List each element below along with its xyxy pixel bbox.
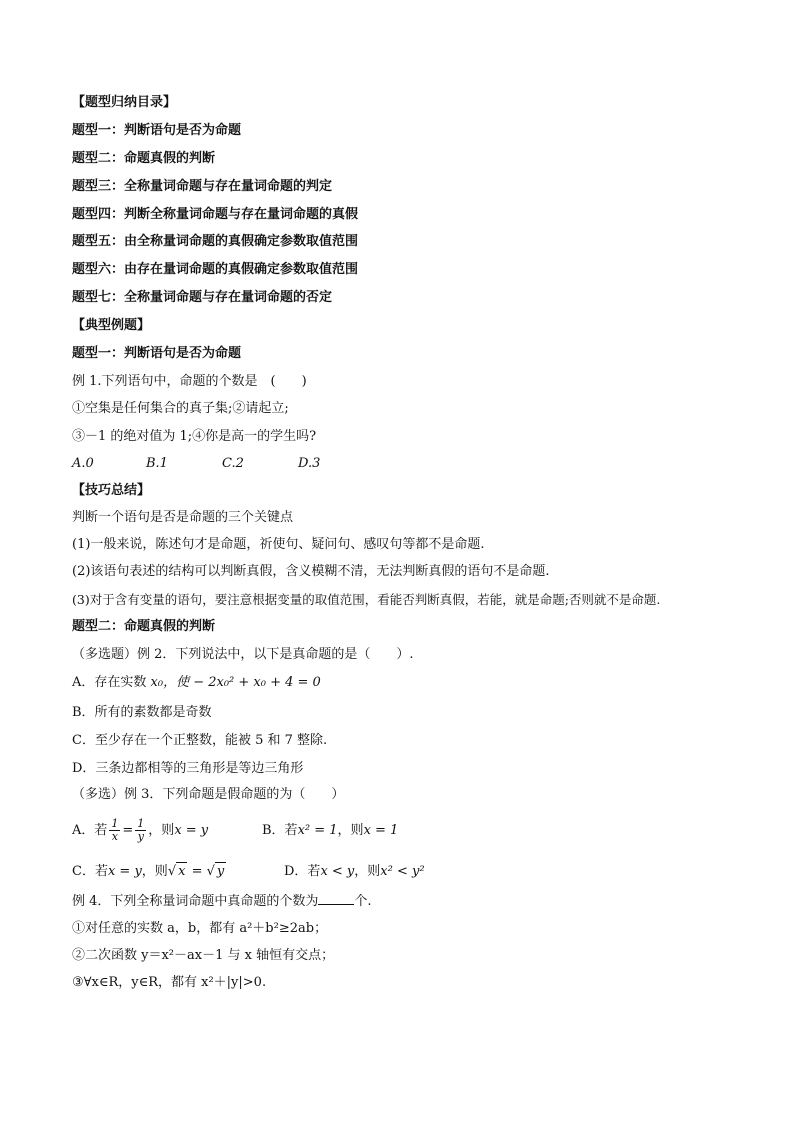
toc-item-5: 题型五：由全称量词命题的真假确定参数取值范围: [72, 234, 359, 249]
ex4-line2: ②二次函数 y＝x²－ax－1 与 x 轴恒有交点；: [72, 948, 335, 963]
ex2-stem: （多选题）例 2．下列说法中，以下是真命题的是（ ）.: [72, 647, 414, 662]
fraction-1-over-y: $\frac{1}{y}$: [137, 817, 145, 843]
ex2-option-a: [72, 674, 321, 692]
toc-item-2: 题型二：命题真假的判断: [72, 151, 216, 166]
ex1-line1: ①空集是任何集合的真子集;②请起立;: [72, 401, 289, 416]
ex1-option-d: D.3: [298, 456, 321, 471]
ex4-line1: ①对任意的实数 a，b，都有 a²＋b²≥2ab；: [72, 921, 328, 936]
fraction-1-over-x: $\frac{1}{x}$: [111, 817, 119, 843]
ex4-stem: 例 4．下列全称量词命题中真命题的个数为 个.: [72, 894, 372, 909]
examples-heading: 【典型例题】: [72, 318, 151, 333]
type1-heading: 题型一：判断语句是否为命题: [72, 346, 242, 361]
ex2-option-a-math: x₀，使 − 2x₀² + x₀ + 4 = 0: [150, 675, 321, 690]
ex3-option-b: B．若x² = 1，则x = 1: [262, 823, 399, 838]
tips-line-2: (1)一般来说，陈述句才是命题，祈使句、疑问句、感叹句等都不是命题.: [72, 537, 485, 552]
tips-line-4: (3)对于含有变量的语句，要注意根据变量的取值范围，看能否判断真假，若能，就是命题;否则就不是命题.: [72, 592, 661, 607]
tips-heading: 【技巧总结】: [72, 483, 151, 498]
ex1-option-c: C.2: [222, 456, 244, 471]
sqrt-symbol: √: [167, 864, 177, 879]
ex3-row-ab: [72, 818, 398, 843]
ex2-option-c: C．至少存在一个正整数，能被 5 和 7 整除.: [72, 733, 328, 748]
toc-item-7: 题型七：全称量词命题与存在量词命题的否定: [72, 290, 333, 305]
toc-heading: 【题型归纳目录】: [72, 95, 177, 110]
ex1-option-b: B.1: [146, 456, 168, 471]
answer-blank: [318, 892, 354, 905]
ex3-option-c: C．若x = y，则√ x = √ y: [72, 864, 225, 879]
toc-item-3: 题型三：全称量词命题与存在量词命题的判定: [72, 179, 333, 194]
toc-item-1: 题型一：判断语句是否为命题: [72, 123, 242, 138]
toc-item-4: 题型四：判断全称量词命题与存在量词命题的真假: [72, 207, 359, 222]
ex2-option-b: B．所有的素数都是奇数: [72, 705, 212, 720]
type2-heading: 题型二：命题真假的判断: [72, 619, 216, 634]
ex1-line2: ③－1 的绝对值为 1;④你是高一的学生吗?: [72, 429, 317, 444]
tips-line-1: 判断一个语句是否是命题的三个关键点: [72, 510, 294, 525]
ex3-stem: （多选）例 3．下列命题是假命题的为（ ）: [72, 787, 345, 802]
ex3-option-d: D．若x < y，则x² < y²: [284, 864, 425, 879]
toc-item-6: 题型六：由存在量词命题的真假确定参数取值范围: [72, 262, 359, 277]
ex1-stem: 例 1.下列语句中，命题的个数是 ( ): [72, 374, 307, 389]
ex2-option-a-text: A．存在实数: [72, 675, 151, 690]
ex3-row-cd: [72, 862, 425, 881]
ex1-options: [72, 455, 320, 473]
ex2-option-d: D．三条边都相等的三角形是等边三角形: [72, 761, 304, 776]
tips-line-3: (2)该语句表述的结构可以判断真假，含义模糊不清，无法判断真假的语句不是命题.: [72, 564, 550, 579]
ex4-line3: ③∀x∈R，y∈R，都有 x²＋|y|>0.: [72, 975, 267, 990]
ex3-option-a: A．若 $\frac{1}{x}$ = $\frac{1}{y}$ ，则x = y: [72, 817, 209, 843]
sqrt-symbol: √: [206, 864, 215, 879]
ex1-option-a: A.0: [72, 456, 94, 471]
